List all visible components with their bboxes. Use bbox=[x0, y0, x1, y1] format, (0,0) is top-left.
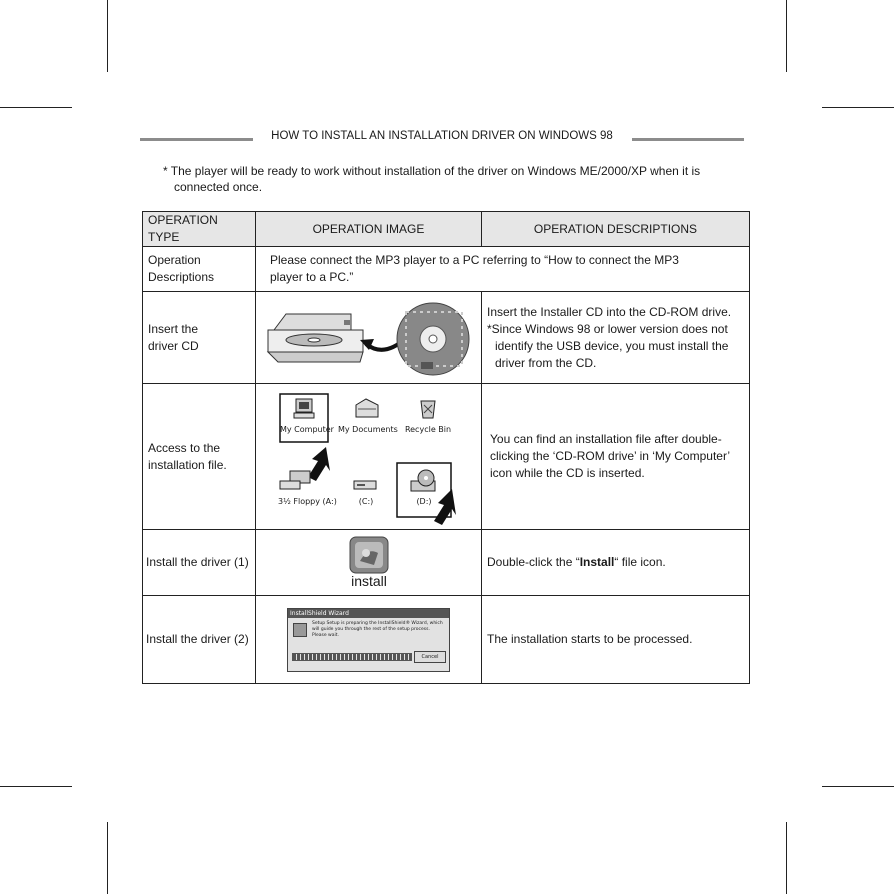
header-operation-type: OPERATION TYPE bbox=[143, 212, 256, 247]
crop-mark bbox=[0, 786, 72, 787]
crop-mark bbox=[786, 0, 787, 72]
cd-drive-illustration bbox=[256, 292, 481, 378]
note-line-1: * The player will be ready to work without installation of the driver on Windows ME/2000/XP when it is bbox=[163, 164, 701, 178]
table-row bbox=[143, 530, 750, 596]
icon-label: 3½ Floppy (A:) bbox=[278, 496, 337, 506]
desc-line: clicking the ‘CD-ROM drive’ in ‘My Computer’ bbox=[490, 449, 731, 463]
row-description bbox=[482, 292, 750, 384]
crop-mark bbox=[107, 0, 108, 72]
header-operation-descriptions: OPERATION DESCRIPTIONS bbox=[482, 212, 750, 247]
header-operation-image: OPERATION IMAGE bbox=[256, 212, 482, 247]
table-header-row bbox=[143, 212, 750, 247]
icon-label: Recycle Bin bbox=[404, 424, 452, 434]
my-computer-icon bbox=[294, 399, 314, 418]
floppy-drive-icon bbox=[280, 471, 310, 489]
row-image bbox=[256, 292, 482, 384]
desc-line: icon while the CD is inserted. bbox=[490, 466, 645, 480]
icon-label: My Documents bbox=[338, 424, 398, 434]
desc-line: identify the USB device, you must install the bbox=[495, 338, 729, 353]
page-title: HOW TO INSTALL AN INSTALLATION DRIVER ON WINDOWS 98 bbox=[271, 130, 613, 142]
cd-rom-drive-icon bbox=[268, 314, 363, 362]
note bbox=[163, 163, 753, 195]
crop-mark bbox=[0, 107, 72, 108]
row-type-line: Operation bbox=[148, 253, 201, 267]
desc-line: *Since Windows 98 or lower version does not bbox=[487, 321, 728, 336]
install-icon-label: install bbox=[351, 572, 387, 589]
note-line-2: connected once. bbox=[174, 180, 263, 194]
recycle-bin-icon bbox=[421, 401, 435, 418]
dialog-title: InstallShield Wizard bbox=[290, 609, 349, 617]
table-row bbox=[143, 292, 750, 384]
desc-line: driver from the CD. bbox=[495, 355, 597, 370]
crop-mark bbox=[822, 107, 894, 108]
operations-table bbox=[142, 211, 750, 684]
desc-line: Insert the Installer CD into the CD-ROM drive. bbox=[487, 304, 732, 319]
title-rule-right bbox=[632, 138, 744, 141]
row-description bbox=[482, 384, 750, 530]
pointer-arrow-icon bbox=[434, 489, 456, 525]
cd-disc-icon bbox=[397, 303, 469, 375]
dialog-title-bar bbox=[288, 609, 449, 618]
installshield-dialog bbox=[287, 608, 450, 672]
cancel-button[interactable]: Cancel bbox=[414, 651, 446, 663]
desc-text: “ file icon. bbox=[614, 555, 666, 569]
row-type: Install the driver (1) bbox=[143, 530, 256, 596]
pointer-arrow-icon bbox=[308, 447, 330, 481]
my-documents-icon bbox=[356, 399, 378, 417]
row-type-line: driver CD bbox=[148, 338, 199, 353]
dialog-message: Setup Setup is preparing the InstallShield® Wizard, which will guide you through the rest of the setup process. Please wait. bbox=[312, 620, 443, 638]
row-type: Install the driver (2) bbox=[143, 596, 256, 684]
progress-bar bbox=[292, 653, 412, 661]
desc-line: Please connect the MP3 player to a PC referring to “How to connect the MP3 bbox=[270, 253, 679, 267]
row-type-line: installation file. bbox=[148, 457, 227, 472]
table-row bbox=[143, 247, 750, 292]
icon-label: (C:) bbox=[358, 496, 374, 506]
desc-bold: Install bbox=[579, 555, 615, 569]
table-row bbox=[143, 596, 750, 684]
row-image bbox=[256, 596, 482, 684]
row-image bbox=[256, 384, 482, 530]
crop-mark bbox=[786, 822, 787, 894]
row-type-line: Insert the bbox=[148, 321, 199, 336]
row-type-line: Access to the bbox=[148, 440, 221, 455]
row-description bbox=[482, 530, 750, 596]
desc-text: Double-click the “ bbox=[487, 555, 580, 569]
section-header bbox=[140, 130, 744, 150]
row-type bbox=[143, 384, 256, 530]
hard-drive-icon bbox=[354, 481, 376, 489]
table-row bbox=[143, 384, 750, 530]
crop-mark bbox=[107, 822, 108, 894]
crop-mark bbox=[822, 786, 894, 787]
icon-label: (D:) bbox=[416, 496, 432, 506]
row-image bbox=[256, 530, 482, 596]
desc-line: player to a PC.” bbox=[270, 270, 354, 284]
row-description: The installation starts to be processed. bbox=[482, 596, 750, 684]
row-type-line: Descriptions bbox=[148, 270, 215, 284]
row-type bbox=[143, 292, 256, 384]
row-description bbox=[256, 247, 750, 292]
row-type bbox=[143, 247, 256, 292]
desc-line: You can find an installation file after double- bbox=[490, 432, 722, 446]
setup-icon bbox=[293, 623, 307, 637]
cd-rom-drive-icon bbox=[411, 470, 435, 491]
icon-label: My Computer bbox=[280, 424, 334, 434]
